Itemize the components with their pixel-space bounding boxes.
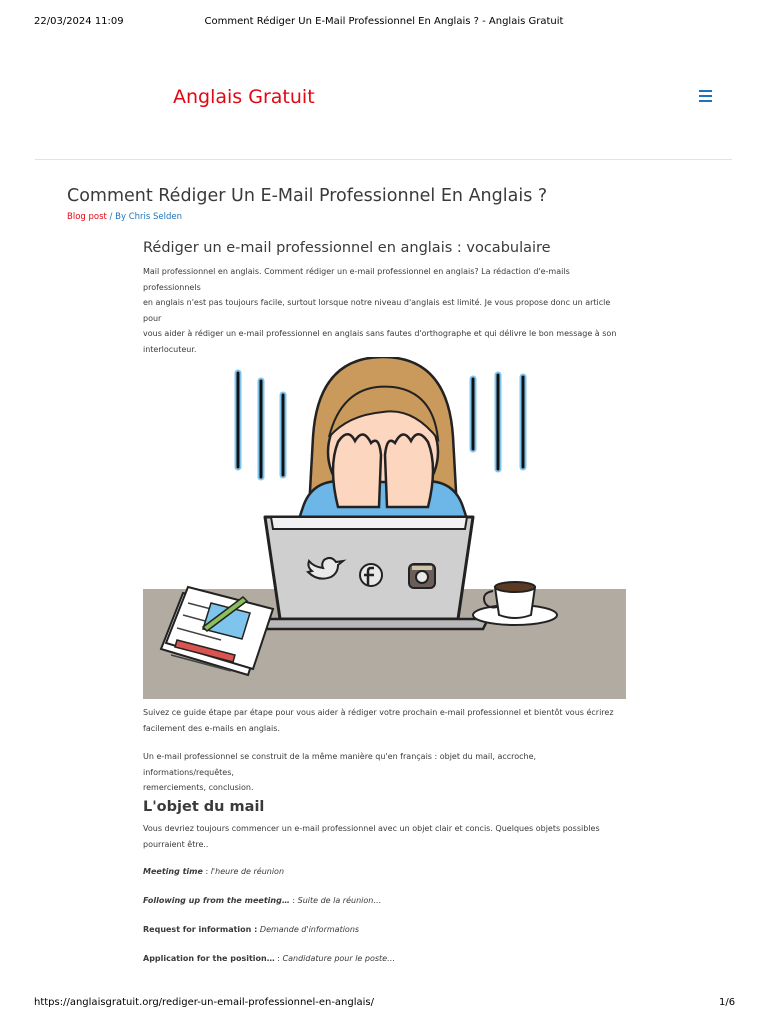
site-logo-link[interactable]: Anglais Gratuit: [173, 86, 315, 108]
term-en: Meeting time: [143, 867, 203, 876]
guide-line: facilement des e-mails en anglais.: [143, 723, 280, 733]
print-doc-title: Comment Rédiger Un E-Mail Professionnel En Anglais ? - Anglais Gratuit: [204, 16, 564, 27]
term-item: [143, 954, 395, 963]
structure-line: remerciements, conclusion.: [143, 783, 254, 792]
page-number: 1/6: [719, 997, 736, 1008]
print-date: 22/03/2024 11:09: [34, 16, 124, 27]
term-fr: Suite de la réunion…: [297, 896, 382, 905]
meta-separator: / By: [106, 212, 129, 222]
term-sep: :: [274, 954, 283, 963]
guide-paragraph: [143, 705, 627, 736]
header-divider: [35, 159, 732, 160]
facebook-icon: [360, 564, 382, 586]
term-item: [143, 925, 359, 934]
term-en: Request for information :: [143, 925, 258, 934]
author-link[interactable]: Chris Selden: [128, 212, 183, 222]
term-en: Following up from the meeting…: [143, 896, 290, 905]
term-fr: Demande d'informations: [259, 925, 360, 934]
intro-paragraph: [143, 264, 627, 357]
objet-paragraph: [143, 821, 627, 852]
term-sep: :: [289, 896, 298, 905]
term-item: [143, 867, 284, 876]
term-sep: :: [202, 867, 211, 876]
intro-line: vous aider à rédiger un e-mail professionnel en anglais sans fautes d'orthographe et qui délivre le bon message à son: [143, 329, 617, 338]
term-item: [143, 896, 381, 905]
print-url: https://anglaisgratuit.org/rediger-un-email-professionnel-en-anglais/: [34, 997, 375, 1008]
intro-line: Mail professionnel en anglais. Comment rédiger un e-mail professionnel en anglais? La rédaction d'e-mails professionnels: [143, 267, 570, 292]
objet-line: Vous devriez toujours commencer un e-mail professionnel avec un objet clair et concis. Quelques objets possibles: [143, 824, 600, 833]
structure-line: Un e-mail professionnel se construit de la même manière qu'en français : objet du mail, accroche, informations/requêtes,: [143, 752, 537, 777]
intro-line: interlocuteur.: [143, 344, 197, 354]
article-title: Comment Rédiger Un E-Mail Professionnel En Anglais ?: [67, 186, 548, 206]
hamburger-menu-icon[interactable]: [699, 90, 712, 102]
structure-paragraph: [143, 749, 627, 796]
section-heading: Rédiger un e-mail professionnel en anglais : vocabulaire: [143, 240, 551, 256]
instagram-icon: [409, 564, 435, 588]
intro-line: en anglais n'est pas toujours facile, surtout lorsque notre niveau d'anglais est limité. Je vous propose donc un article pour: [143, 298, 611, 323]
post-meta: [67, 212, 182, 222]
objet-line: pourraient être..: [143, 839, 209, 849]
term-en: Application for the position…: [143, 954, 275, 963]
term-fr: Candidature pour le poste…: [282, 954, 396, 963]
term-fr: l'heure de réunion: [210, 867, 285, 876]
guide-line: Suivez ce guide étape par étape pour vous aider à rédiger votre prochain e-mail professionnel et bientôt vous écrirez: [143, 708, 614, 717]
subheading-objet: L'objet du mail: [143, 799, 265, 815]
category-link[interactable]: Blog post: [67, 212, 107, 222]
article-illustration: [143, 357, 626, 699]
